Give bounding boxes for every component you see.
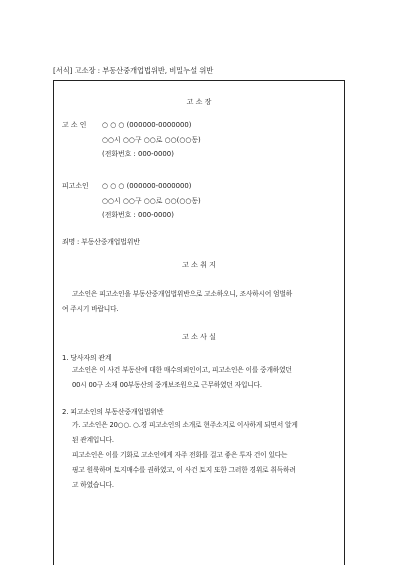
section2-line: 된 관계입니다. xyxy=(72,436,114,444)
section1-title: 1. 당사자의 관계 xyxy=(62,354,112,362)
purpose-paragraph xyxy=(62,287,340,317)
complainant-address: ○○시 ○○구 ○○로 ○○(○○동) xyxy=(102,135,201,144)
defendant-name: ○ ○ ○ (000000-0000000) xyxy=(102,182,192,190)
title: 고 소 장 xyxy=(186,98,212,106)
section1-line: 고소인은 이 사건 부동산에 대한 매수의뢰인이고, 피고소인은 이를 중개하였던 xyxy=(72,366,292,374)
complainant-label: 고 소 인 xyxy=(62,121,87,129)
defendant-phone: (전화번호 : 000-0000) xyxy=(102,211,174,219)
complaint-form xyxy=(53,80,345,565)
section2-line: 가. 고소인은 20○○. ○.경 피고소인의 소개로 현주소지로 이사하게 되면서 알게 xyxy=(72,421,298,429)
document-header: [서식] 고소장 : 부동산중개업법위반, 비밀누설 위반 xyxy=(53,66,214,75)
purpose-line: 여 주시기 바랍니다. xyxy=(62,305,119,313)
complainant-name: ○ ○ ○ (000000-0000000) xyxy=(102,121,192,129)
purpose-heading: 고 소 취 지 xyxy=(182,261,216,269)
defendant-address: ○○시 ○○구 ○○로 ○○(○○동) xyxy=(102,196,201,205)
facts-heading: 고 소 사 실 xyxy=(182,333,216,341)
section1-line: 00시 00구 소재 00부동산의 중개보조원으로 근무하였던 자입니다. xyxy=(72,381,262,389)
section1-paragraph xyxy=(62,363,340,393)
section2-title: 2. 피고소인의 부동산중개업법위반 xyxy=(62,408,164,416)
section2-line: 핑고 원룩하며 토지매수를 권하였고, 이 사건 토지 또한 그러한 경위로 취득하려 xyxy=(72,466,296,474)
complainant-phone: (전화번호 : 000-0000) xyxy=(102,150,174,158)
section2-line: 고 하였습니다. xyxy=(72,481,114,489)
section2-paragraph xyxy=(62,418,340,493)
purpose-line: 고소인은 피고소인을 부동산중개업법위반으로 고소하오니, 조사하시어 엄벌하 xyxy=(72,290,293,298)
charge-line: 죄명 : 부동산중개업법위반 xyxy=(62,238,140,246)
defendant-label: 피고소인 xyxy=(62,182,89,190)
section2-line: 피고소인은 이를 기화로 고소인에게 자주 전화를 걸고 좋은 투자 건이 있다는 xyxy=(72,451,288,459)
